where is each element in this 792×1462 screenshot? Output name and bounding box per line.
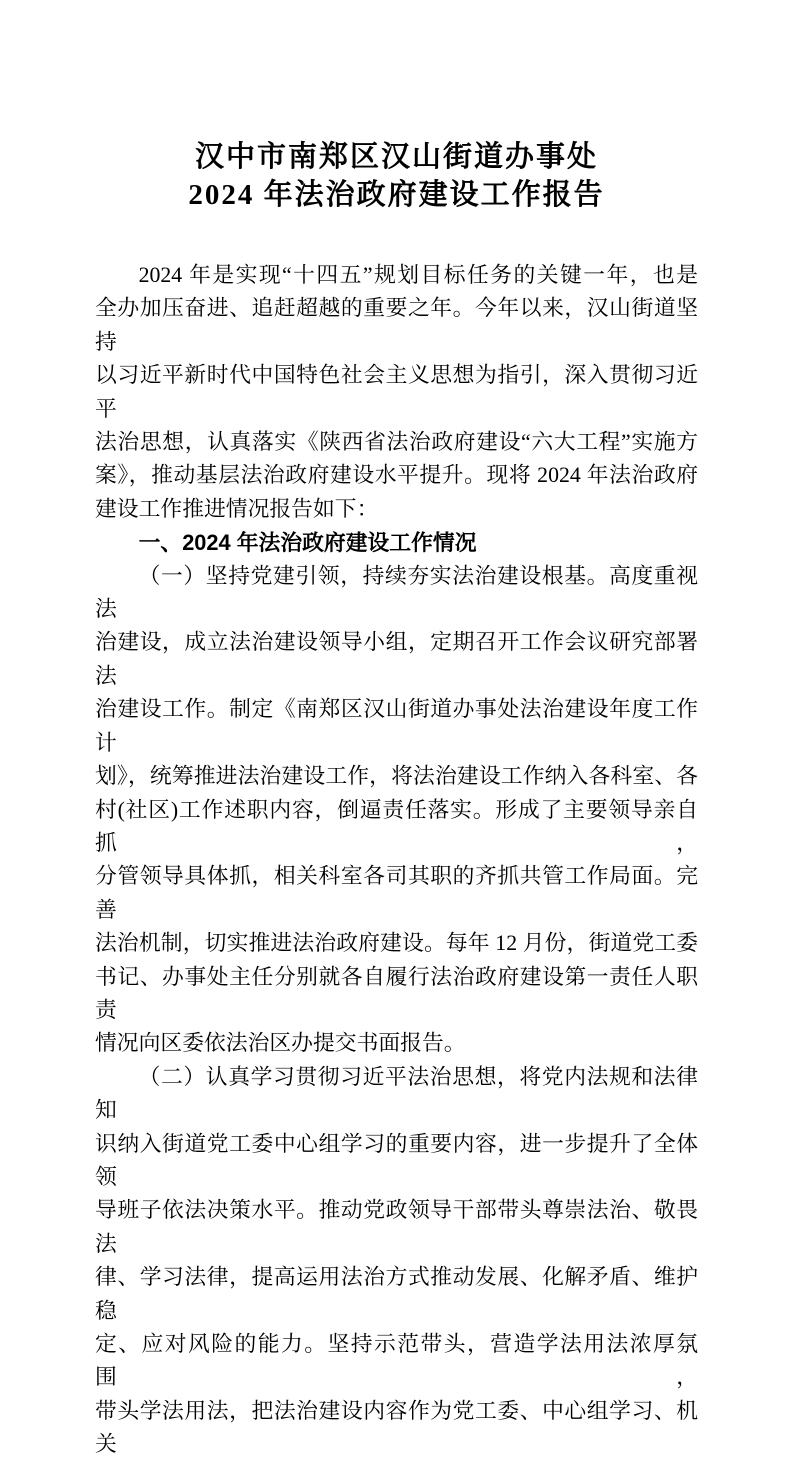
doc-line: 定、应对风险的能力。坚持示范带头，营造学法用法浓厚氛围， <box>95 1332 698 1390</box>
doc-line: 治建设工作。制定《南郑区汉山街道办事处法治建设年度工作计 <box>95 697 698 755</box>
item-1-paragraph <box>95 560 698 1061</box>
doc-line: 法治思想，认真落实《陕西省法治政府建设“六大工程”实施方 <box>95 430 698 455</box>
doc-line: 划》，统筹推进法治建设工作，将法治建设工作纳入各科室、各 <box>95 764 698 789</box>
document-title <box>95 138 698 214</box>
section-1-heading <box>95 526 698 559</box>
document-body <box>95 259 698 1462</box>
doc-line: 导班子依法决策水平。推动党政领导干部带头尊崇法治、敬畏法 <box>95 1198 698 1256</box>
doc-line: 建设工作推进情况报告如下： <box>95 496 379 521</box>
doc-line: 法治机制，切实推进法治政府建设。每年 12 月份，街道党工委 <box>95 931 698 956</box>
doc-line: 书记、办事处主任分别就各自履行法治政府建设第一责任人职责 <box>95 964 698 1022</box>
title-line-1: 汉中市南郑区汉山街道办事处 <box>194 141 598 173</box>
doc-line: 以习近平新时代中国特色社会主义思想为指引，深入贯彻习近平 <box>95 363 698 421</box>
intro-paragraph <box>95 259 698 526</box>
title-line-2: 2024 年法治政府建设工作报告 <box>188 179 605 211</box>
doc-line: 带头学法用法，把法治建设内容作为党工委、中心组学习、机关 <box>95 1398 698 1457</box>
doc-line: 情况向区委依法治区办提交书面报告。 <box>95 1031 466 1056</box>
doc-line: 治建设，成立法治建设领导小组，定期召开工作会议研究部署法 <box>95 630 698 688</box>
doc-line: 村(社区)工作述职内容，倒逼责任落实。形成了主要领导亲自抓， <box>95 797 698 855</box>
section-heading-line: 一、2024 年法治政府建设工作情况 <box>138 530 477 556</box>
doc-line: 案》，推动基层法治政府建设水平提升。现将 2024 年法治政府 <box>95 463 698 488</box>
doc-line: （一）坚持党建引领，持续夯实法治建设根基。高度重视法 <box>95 563 698 622</box>
doc-line: 识纳入街道党工委中心组学习的重要内容，进一步提升了全体领 <box>95 1131 698 1189</box>
doc-line: （二）认真学习贯彻习近平法治思想，将党内法规和法律知 <box>95 1064 698 1123</box>
doc-line: 全办加压奋进、追赶超越的重要之年。今年以来，汉山街道坚持 <box>95 296 698 354</box>
doc-line: 律、学习法律，提高运用法治方式推动发展、化解矛盾、维护稳 <box>95 1265 698 1323</box>
doc-line: 2024 年是实现“十四五”规划目标任务的关键一年，也是 <box>138 263 698 287</box>
doc-line: 分管领导具体抓，相关科室各司其职的齐抓共管工作局面。完善 <box>95 864 698 922</box>
